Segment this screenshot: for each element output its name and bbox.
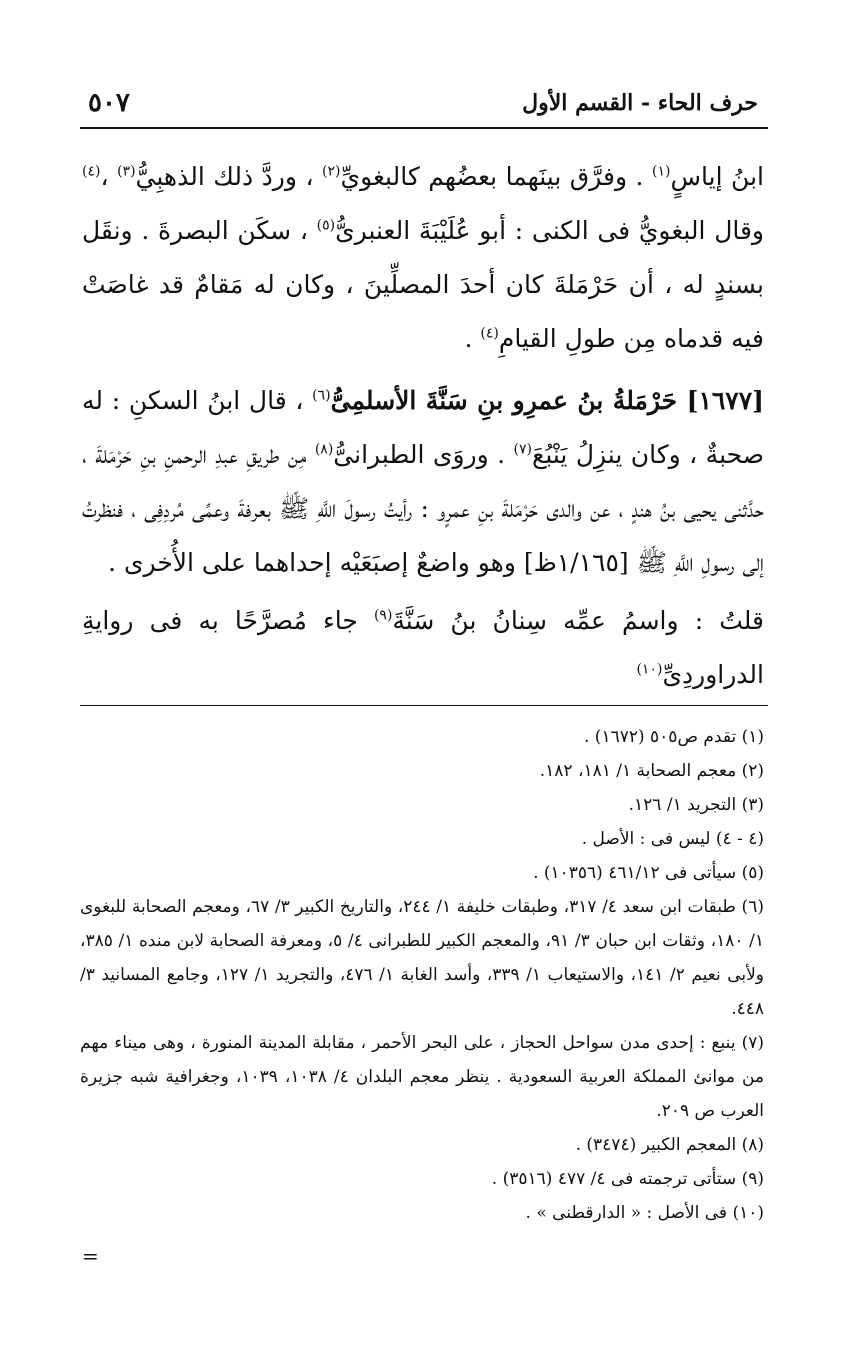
entry-name: حَرْمَلةُ بنُ عمرِو بنِ سَنَّةَ الأسلمِىُّ	[330, 386, 687, 415]
footnote-ref: (٩)	[373, 607, 393, 624]
footnote-ref: (٨)	[314, 441, 334, 458]
footnote-ref: (٤)	[480, 325, 499, 342]
text-run: ، قال ابنُ السكنِ : له صحبةٌ ، وكان ينزِلُ يَنْبُعَ	[82, 386, 764, 469]
footnote-rule	[80, 705, 768, 706]
footnote-ref: (٥)	[316, 217, 336, 234]
page-number: ٥٠٧	[88, 88, 130, 118]
text-run: . وروَى الطبرانىُّ	[333, 440, 514, 469]
footnote-ref: (٧)	[513, 441, 533, 458]
paragraph-3	[82, 594, 764, 702]
page-continuation-mark: =	[82, 1244, 99, 1268]
footnote-ref: (٣)	[117, 163, 136, 180]
footnote-6: (٦) طبقات ابن سعد ٤/ ٣١٧، وطبقات خليفة ١/ ٢٤٤، والتاريخ الكبير ٣/ ٦٧، ومعجم الصحابة للبغوى ١/ ١٨٠، وثقات ابن حبان ٣/ ٩١، والمعجم الكبير للطبرانى ٤/ ٥، ومعرفة الصحابة لابن منده ١/ ٣٨٥، ولأبى نعيم ٢/ ١٤١، والاستيعاب ١/ ٣٣٩، وأسد الغابة ١/ ٤٧٦، والتجريد ١/ ١٢٧، وجامع المسانيد ٣/ ٤٤٨.	[80, 897, 764, 1019]
footnote-8: (٨) المعجم الكبير (٣٤٧٤) .	[575, 1135, 764, 1155]
text-run: ، وردَّ ذلك الذهبِيُّ	[135, 162, 323, 191]
paragraph-1	[82, 150, 764, 366]
footnote-ref: (٦)	[312, 387, 331, 404]
entry-1677	[82, 374, 764, 590]
footnotes	[80, 720, 764, 1230]
footnote-2: (٢) معجم الصحابة ١/ ١٨١، ١٨٢.	[539, 761, 764, 781]
text-run: ابنُ إياسٍ	[670, 162, 764, 191]
footnote-ref: (١٠)	[636, 661, 663, 678]
text-run: ،	[100, 162, 118, 191]
text-run: وقال البغويُّ فى الكنى : أبو عُلَيْبَةَ العنبرىُّ	[335, 216, 764, 245]
running-title: حرف الحاء - القسم الأول	[522, 90, 758, 116]
footnote-10: (١٠) فى الأصل : « الدارقطنى » .	[525, 1203, 764, 1223]
footnote-7: (٧) ينبع : إحدى مدن سواحل الحجاز ، على البحر الأحمر ، مقابلة المدينة المنورة ، وهى ميناء مهم من موانئ المملكة العربية السعودية . ينظر معجم البلدان ٤/ ١٠٣٨، ١٠٣٩، وجغرافية شبه جزيرة العرب ص ٢٠٩.	[80, 1033, 764, 1121]
text-run: .	[464, 324, 481, 353]
text-run: قلتُ : واسمُ عمِّه سِنانُ بنُ سَنَّةَ	[392, 606, 765, 635]
text-run: ، سكَن البصرةَ . ونقَل بسندٍ له ، أن حَرْمَلةَ كان أحدَ المصلِّينَ ، وكان له مَقامٌ قد غاصَتْ فيه قدماه مِن طولِ القيامِ	[82, 216, 764, 353]
footnote-5: (٥) سيأتى فى ٤٦١/١٢ (١٠٣٥٦) .	[533, 863, 764, 883]
footnote-9: (٩) ستأتى ترجمته فى ٤/ ٤٧٧ (٣٥١٦) .	[491, 1169, 764, 1189]
entry-number: [١٦٧٧]	[686, 386, 764, 415]
footnote-3: (٣) التجريد ١/ ١٢٦.	[628, 795, 764, 815]
text-run: مِن طريقِ عبدِ الرحمنِ بنِ حَرْمَلةَ ، حدَّثنى يحيى بنُ هندٍ ، عن والدى حَرْمَلةَ بنِ عمرٍو : رأيتُ رسولَ اللَّهِ ﷺ بعرفةَ وعمِّى مُردِفِى ، فنظرتُ إلى رسولِ اللَّهِ ﷺ [١/١٦٥ظ] وهو واضعٌ إصبَعَيْه إحداهما على الأُخرى .	[82, 440, 764, 577]
text-run: جاء مُصرَّحًا به فى روايةِ الدراوردِىِّ	[82, 606, 764, 689]
header-rule	[80, 127, 768, 129]
footnote-ref: (٢)	[322, 163, 341, 180]
footnote-1: (١) تقدم ص٥٠٥ (١٦٧٢) .	[584, 727, 764, 747]
footnote-ref: (٤)	[82, 163, 101, 180]
main-text	[82, 150, 764, 702]
text-run: . وفرَّق بينَهما بعضُهم كالبغويِّ	[340, 162, 653, 191]
page-header	[80, 86, 768, 122]
footnote-ref: (١)	[652, 163, 671, 180]
footnote-4: (٤ - ٤) ليس فى : الأصل .	[581, 829, 764, 849]
